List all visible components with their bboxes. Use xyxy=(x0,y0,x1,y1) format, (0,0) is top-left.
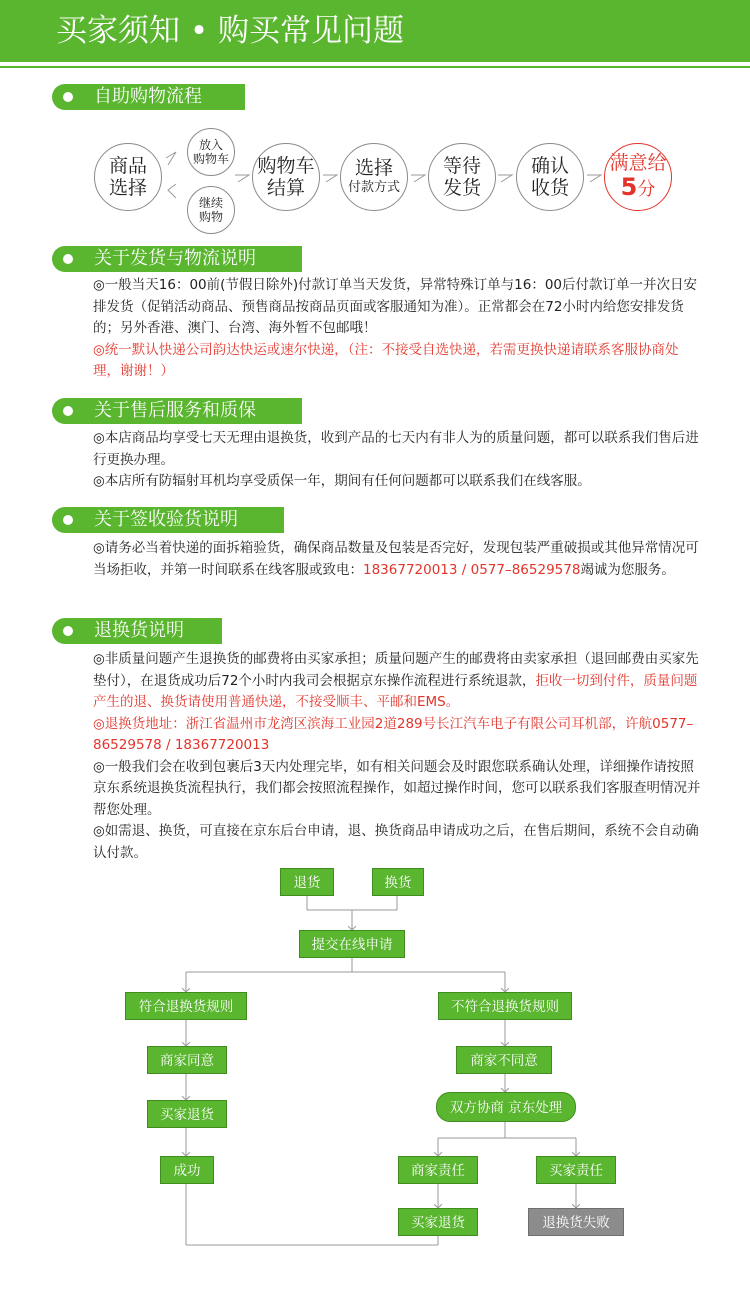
step-line: 结算 xyxy=(266,177,305,199)
returns-paragraph: ◎一般我们会在收到包裹后3天内处理完毕，如有相关问题会及时跟您联系确认处理，详细操作请按照京东系统退换货流程执行，我们都会按照流程操作，如超过操作时间，您可以联系我们客服查明情况并帮您处理。 xyxy=(93,758,701,818)
step-line: 商品 xyxy=(108,155,147,177)
section-title: 自助购物流程 xyxy=(94,86,202,107)
step-select-product xyxy=(94,143,162,211)
flow-merchant-agree: 商家同意 xyxy=(147,1046,227,1074)
receipt-paragraph: ◎请务必当着快递的面拆箱验货，确保商品数量及包装是否完好，发现包装严重破损或其他异常情况可当场拒收，并第一时间联系在线客服或致电： xyxy=(93,540,699,578)
flow-noncompliant: 不符合退换货规则 xyxy=(438,992,572,1020)
step-line: 付款方式 xyxy=(347,180,400,195)
step-line: 购物车 xyxy=(192,152,229,166)
aftersale-text xyxy=(93,428,705,493)
section-heading-receipt xyxy=(52,507,284,533)
section-title: 关于发货与物流说明 xyxy=(94,248,256,269)
aftersale-paragraph: ◎本店所有防辐射耳机均享受质保一年，期间有任何问题都可以联系我们在线客服。 xyxy=(93,473,591,489)
flow-success: 成功 xyxy=(160,1156,214,1184)
header-bar xyxy=(0,0,750,62)
step-line: 等待 xyxy=(442,155,481,177)
shopping-process-flow xyxy=(90,120,690,230)
step-line: 放入 xyxy=(198,138,223,152)
step-payment-method xyxy=(340,143,408,211)
returns-address: ◎退换货地址：浙江省温州市龙湾区滨海工业园2道289号长江汽车电子有限公司耳机部，许航0577–86529578 / 18367720013 xyxy=(93,715,694,753)
rating-value xyxy=(621,174,656,203)
shipping-courier-note: ◎统一默认快递公司韵达快运或速尔快递，（注：不接受自选快递，若需更换快递请联系客服协商处理，谢谢！） xyxy=(93,341,679,379)
step-line: 选择 xyxy=(108,177,147,199)
shipping-text xyxy=(93,275,705,383)
bullet-dot-icon xyxy=(63,626,73,636)
step-line: 购物 xyxy=(198,210,223,224)
bullet-dot-icon xyxy=(63,406,73,416)
bullet-dot-icon xyxy=(63,254,73,264)
step-line: 选择 xyxy=(354,157,393,179)
receipt-text xyxy=(93,538,705,581)
flow-return-failed: 退换货失败 xyxy=(528,1208,624,1236)
aftersale-paragraph: ◎本店商品均享受七天无理由退换货，收到产品的七天内有非人为的质量问题，都可以联系我们售后进行更换办理。 xyxy=(93,430,699,468)
returns-policy-note: 拒收一切到付件，质量问题产生的退、换货请使用普通快递，不接受顺丰、平邮和EMS。 xyxy=(93,672,698,710)
flow-exchange: 换货 xyxy=(372,868,424,896)
step-confirm-receipt xyxy=(516,143,584,211)
flow-submit-application: 提交在线申请 xyxy=(299,930,405,958)
returns-text xyxy=(93,649,705,864)
section-heading-shipping xyxy=(52,246,302,272)
bullet-dot-icon xyxy=(63,515,73,525)
rating-unit: 分 xyxy=(637,178,656,200)
step-wait-shipping xyxy=(428,143,496,211)
flow-buyer-return-final: 买家退货 xyxy=(398,1208,478,1236)
step-rate-five-stars xyxy=(604,143,672,211)
returns-paragraph-1 xyxy=(93,649,705,714)
flow-negotiate: 双方协商 京东处理 xyxy=(436,1092,576,1122)
section-title: 退换货说明 xyxy=(94,620,184,641)
step-line: 确认 xyxy=(530,155,569,177)
section-heading-aftersale xyxy=(52,398,302,424)
section-heading-returns xyxy=(52,618,222,644)
returns-paragraph: ◎如需退、换货，可直接在京东后台申请，退、换货商品申请成功之后，在售后期间，系统不会自动确认付款。 xyxy=(93,823,699,861)
flow-compliant: 符合退换货规则 xyxy=(125,992,247,1020)
step-continue-shopping xyxy=(187,186,235,234)
step-line: 发货 xyxy=(442,177,481,199)
returns-paragraph: ◎非质量问题产生退换货的邮费将由买家承担；质量问题产生的邮费将由卖家承担（退回邮费由买家先垫付），在退货成功后72个小时内我司会根据京东操作流程进行系统退款， xyxy=(93,651,699,689)
bullet-dot-icon xyxy=(63,92,73,102)
step-line: 继续 xyxy=(198,196,223,210)
section-title: 关于售后服务和质保 xyxy=(94,400,256,421)
rating-number: 5 xyxy=(620,172,638,201)
section-title: 关于签收验货说明 xyxy=(94,509,238,530)
section-heading-process xyxy=(52,84,245,110)
page-title: 买家须知 • 购买常见问题 xyxy=(56,13,404,49)
flow-buyer-return: 买家退货 xyxy=(147,1100,227,1128)
header-divider xyxy=(0,66,750,68)
receipt-paragraph-end: 竭诚为您服务。 xyxy=(580,561,675,578)
step-line: 购物车 xyxy=(257,155,315,177)
shipping-paragraph: ◎一般当天16：00前(节假日除外)付款订单当天发货，异常特殊订单与16：00后付款订单一并次日安排发货（促销活动商品、预售商品按商品页面或客服通知为准）。正常都会在72小时内给您安排发货的；另外香港、澳门、台湾、海外暂不包邮哦！ xyxy=(93,277,698,336)
step-cart-checkout xyxy=(252,143,320,211)
flow-return: 退货 xyxy=(280,868,334,896)
step-add-cart xyxy=(187,128,235,176)
flow-buyer-fault: 买家责任 xyxy=(536,1156,616,1184)
flow-merchant-fault: 商家责任 xyxy=(398,1156,478,1184)
step-line: 满意给 xyxy=(609,151,667,174)
contact-phone: 18367720013 / 0577–86529578 xyxy=(363,561,581,578)
step-line: 收货 xyxy=(530,177,569,199)
flow-merchant-disagree: 商家不同意 xyxy=(456,1046,552,1074)
